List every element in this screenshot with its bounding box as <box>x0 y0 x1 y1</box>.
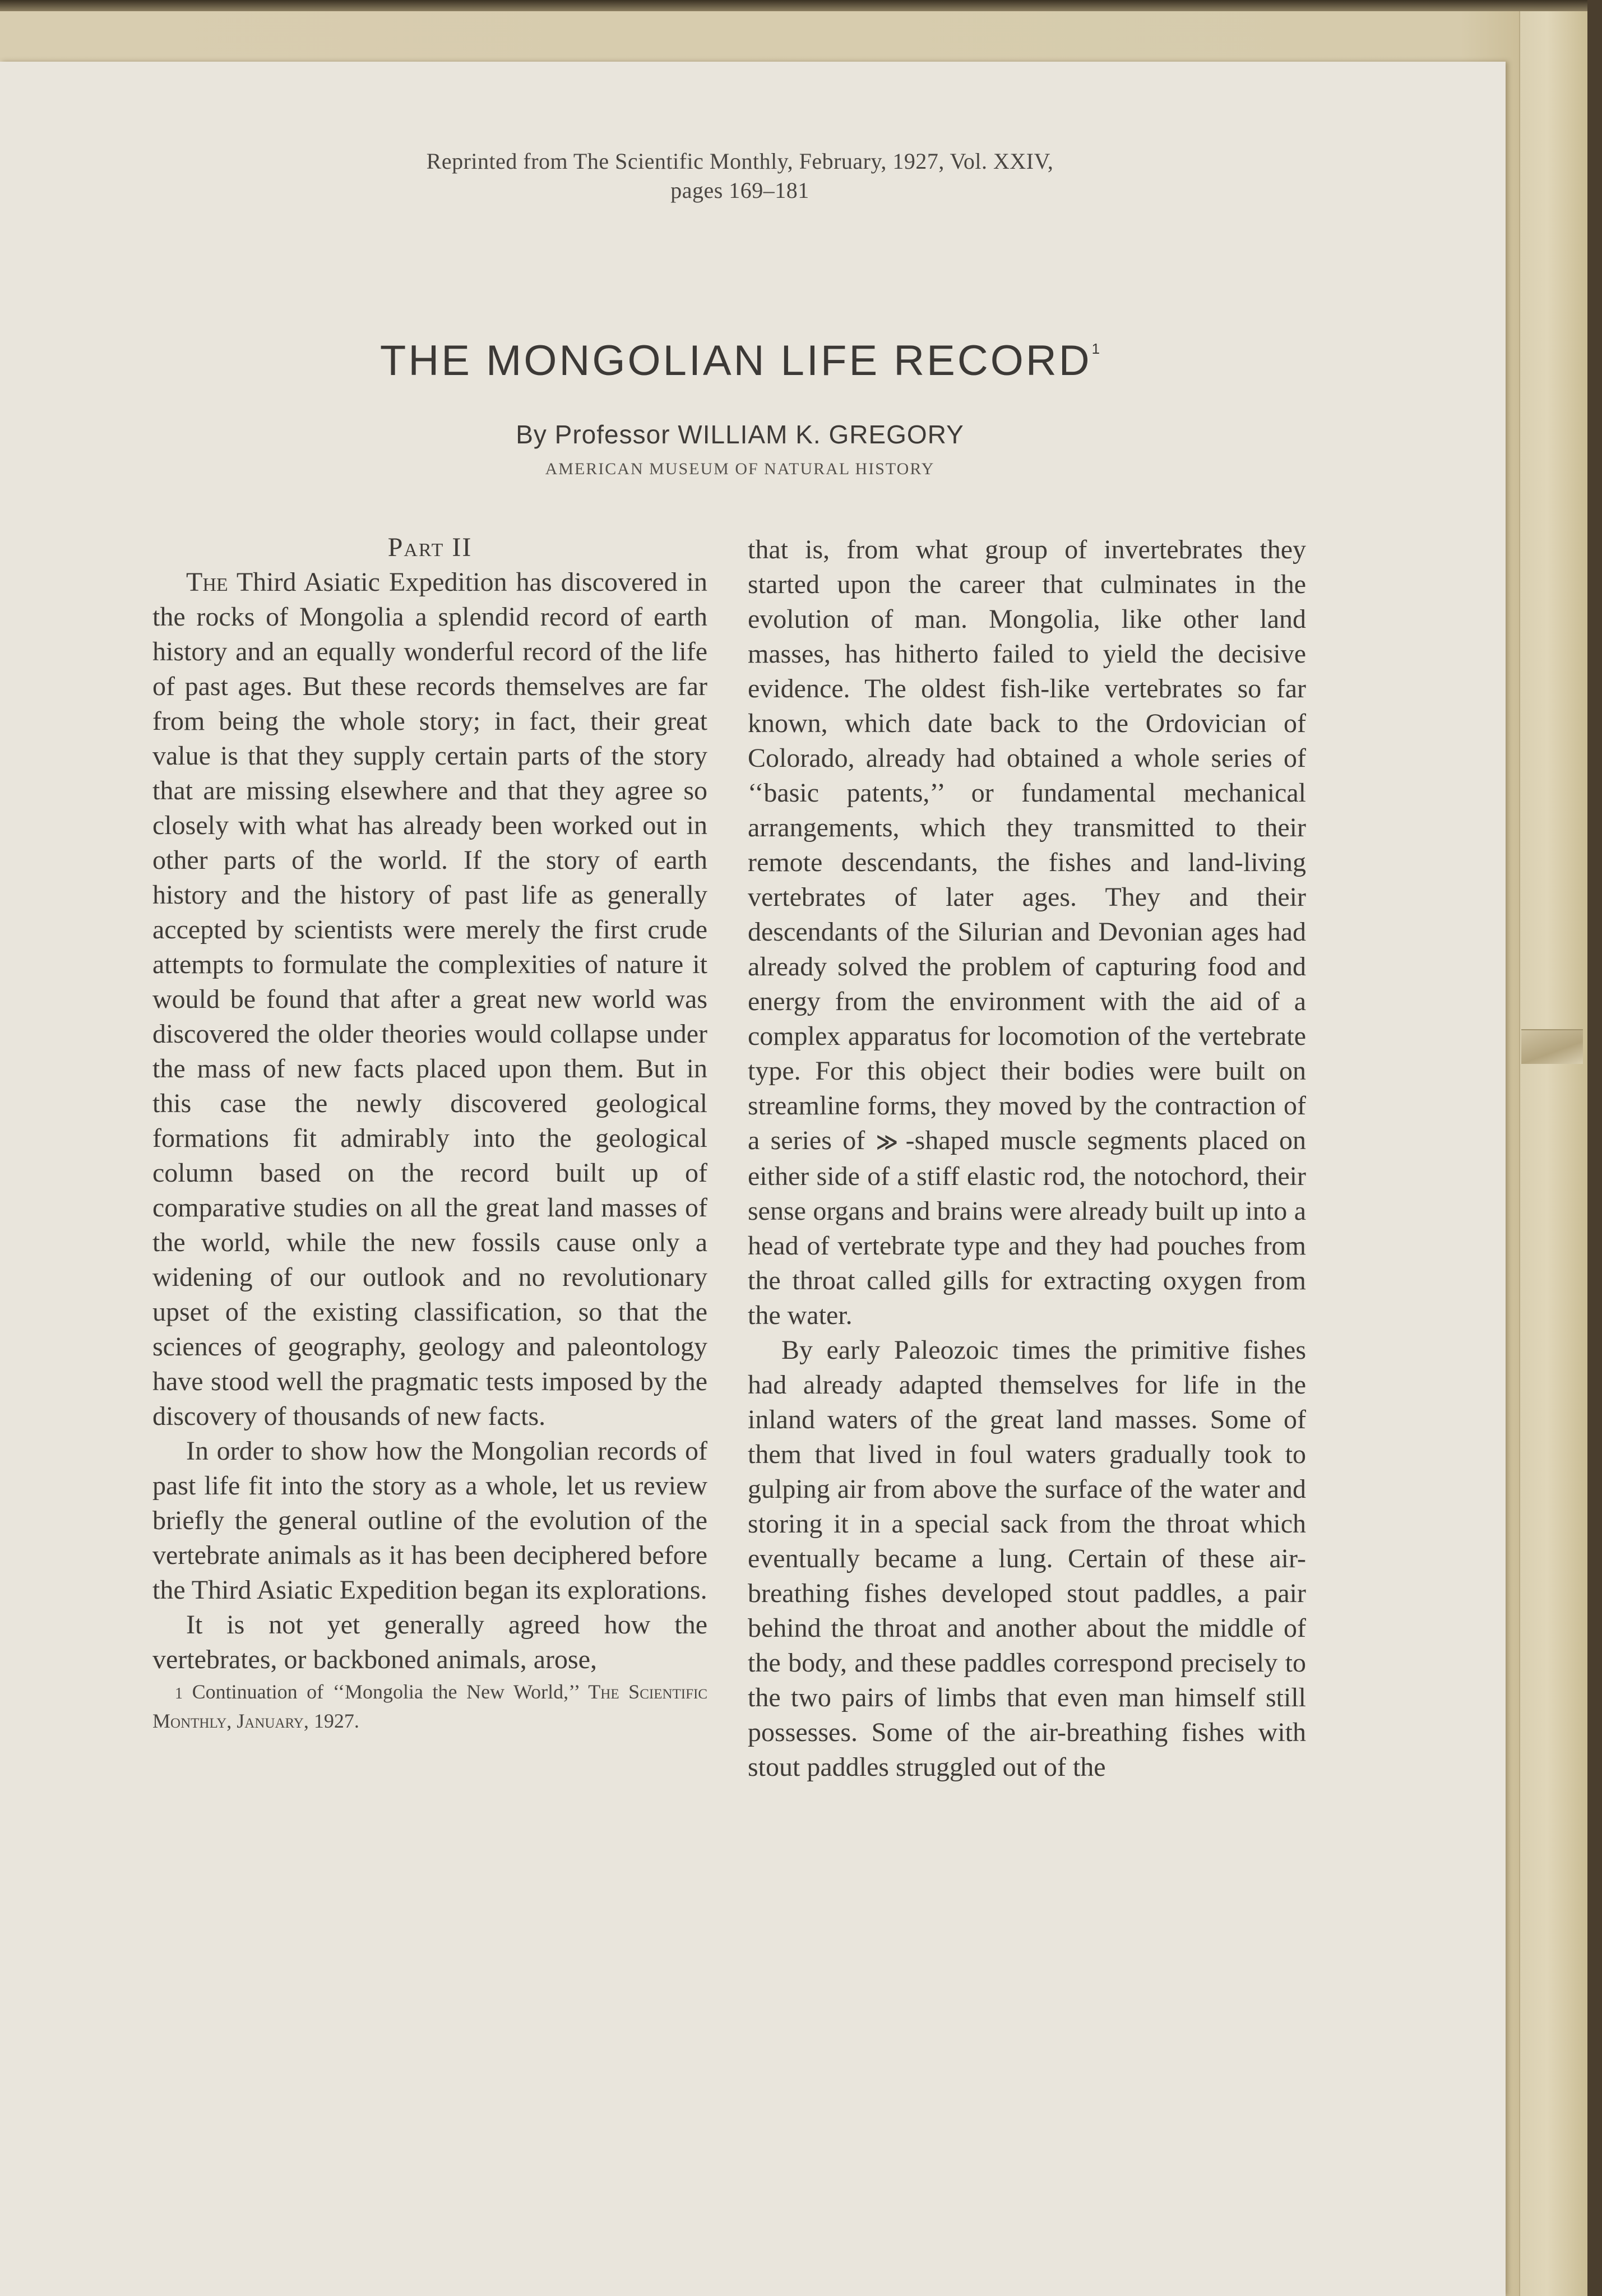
reprint-note <box>235 147 1244 205</box>
article-title <box>213 336 1267 385</box>
paragraph-5: By early Paleozoic times the primitive fishes had already adapted themselves for life in the inland waters of the great land masses. Some of them that lived in foul waters gradually took to gulping air from above the surface of the water and storing it in a special sack from the throat which eventually became a lung. Certain of these air-breathing fishes developed stout paddles, a pair behind the throat and another about the middle of the body, and these paddles correspond precisely to the two pairs of limbs that even man himself still possesses. Some of the air-breathing fishes with stout paddles struggled out of the <box>748 1335 1306 1782</box>
right-column <box>748 533 1306 1785</box>
left-column <box>152 530 707 1734</box>
footnote-number: 1 <box>175 1685 183 1702</box>
paragraph-1-lead: The <box>186 567 228 597</box>
chevron-symbol: ≫ <box>876 1130 895 1154</box>
reprint-note-line2: pages 169–181 <box>670 178 809 203</box>
paragraph-1 <box>152 565 707 1434</box>
part-heading: Part II <box>387 533 473 562</box>
paragraph-4-cont: -shaped muscle segments placed on either side of a stiff elastic rod, the notochord, their sense organs and brains were already built up into a head of vertebrate type and they had pouches from the throat called gills for extracting oxygen from the water. <box>748 1126 1307 1330</box>
footnote <box>152 1678 707 1734</box>
article-title-text: THE MONGOLIAN LIFE RECORD <box>379 337 1092 385</box>
byline: By Professor WILLIAM K. GREGORY <box>516 420 964 449</box>
affiliation: AMERICAN MUSEUM OF NATURAL HISTORY <box>545 460 935 478</box>
paragraph-2: In order to show how the Mongolian records of past life fit into the story as a whole, let us review briefly the general outline of the evolution of the vertebrate animals as it has been deciphered before the Third Asiatic Expedition began its explorations. <box>152 1436 707 1605</box>
cover-edge <box>1519 11 1587 2296</box>
footnote-text: Continuation of ‘‘Mongolia the New World,’’ <box>192 1681 579 1703</box>
paragraph-4-text: that is, from what group of invertebrates they started upon the career that culminates in the evolution of man. Mongolia, like other land masses, has hitherto failed to yield the decisive evidence. The oldest fish-like vertebrates so far known, which date back to the Ordovician of Colorado, already had obtained a whole series of ‘‘basic patents,’’ or fundamental mechanical arrangements, which they transmitted to their remote descendants, the fishes and land-living vertebrates of later ages. They and their descendants of the Silurian and Devonian ages had already solved the problem of capturing food and energy from the environment with the aid of a complex apparatus for locomotion of the vertebrate type. For this object their bodies were built on streamline forms, they moved by the contraction of a series of <box>748 535 1306 1155</box>
paragraph-4 <box>748 533 1306 1333</box>
cover-tear <box>1521 1029 1583 1064</box>
top-shadow <box>0 0 1587 11</box>
title-footnote-mark: 1 <box>1091 340 1100 357</box>
footnote-source: The Scientific Monthly, January, 1927. <box>152 1681 708 1732</box>
reprint-note-line1: Reprinted from The Scientific Monthly, February, 1927, Vol. XXIV, <box>426 149 1054 174</box>
paragraph-1-text: Third Asiatic Expedition has discovered in the rocks of Mongolia a splendid record of earth history and an equally wonderful record of the life of past ages. But these records themselves are far from being the whole story; in fact, their great value is that they supply certain parts of the story that are missing elsewhere and that they agree so closely with what has already been worked out in other parts of the world. If the story of earth history and the history of past life as generally accepted by scientists were merely the first crude attempts to formulate the complexities of nature it would be found that after a great new world was discovered the older theories would collapse under the mass of new facts placed upon them. But in this case the newly discovered geological formations fit admirably into the geological column based on the record built up of comparative studies on all the great land masses of the world, while the new fossils cause only a widening of our outlook and no revolutionary upset of the existing classification, so that the sciences of geography, geology and paleontology have stood well the pragmatic tests imposed by the discovery of thousands of new facts. <box>152 567 707 1431</box>
paragraph-3: It is not yet generally agreed how the vertebrates, or backboned animals, arose, <box>152 1610 707 1674</box>
